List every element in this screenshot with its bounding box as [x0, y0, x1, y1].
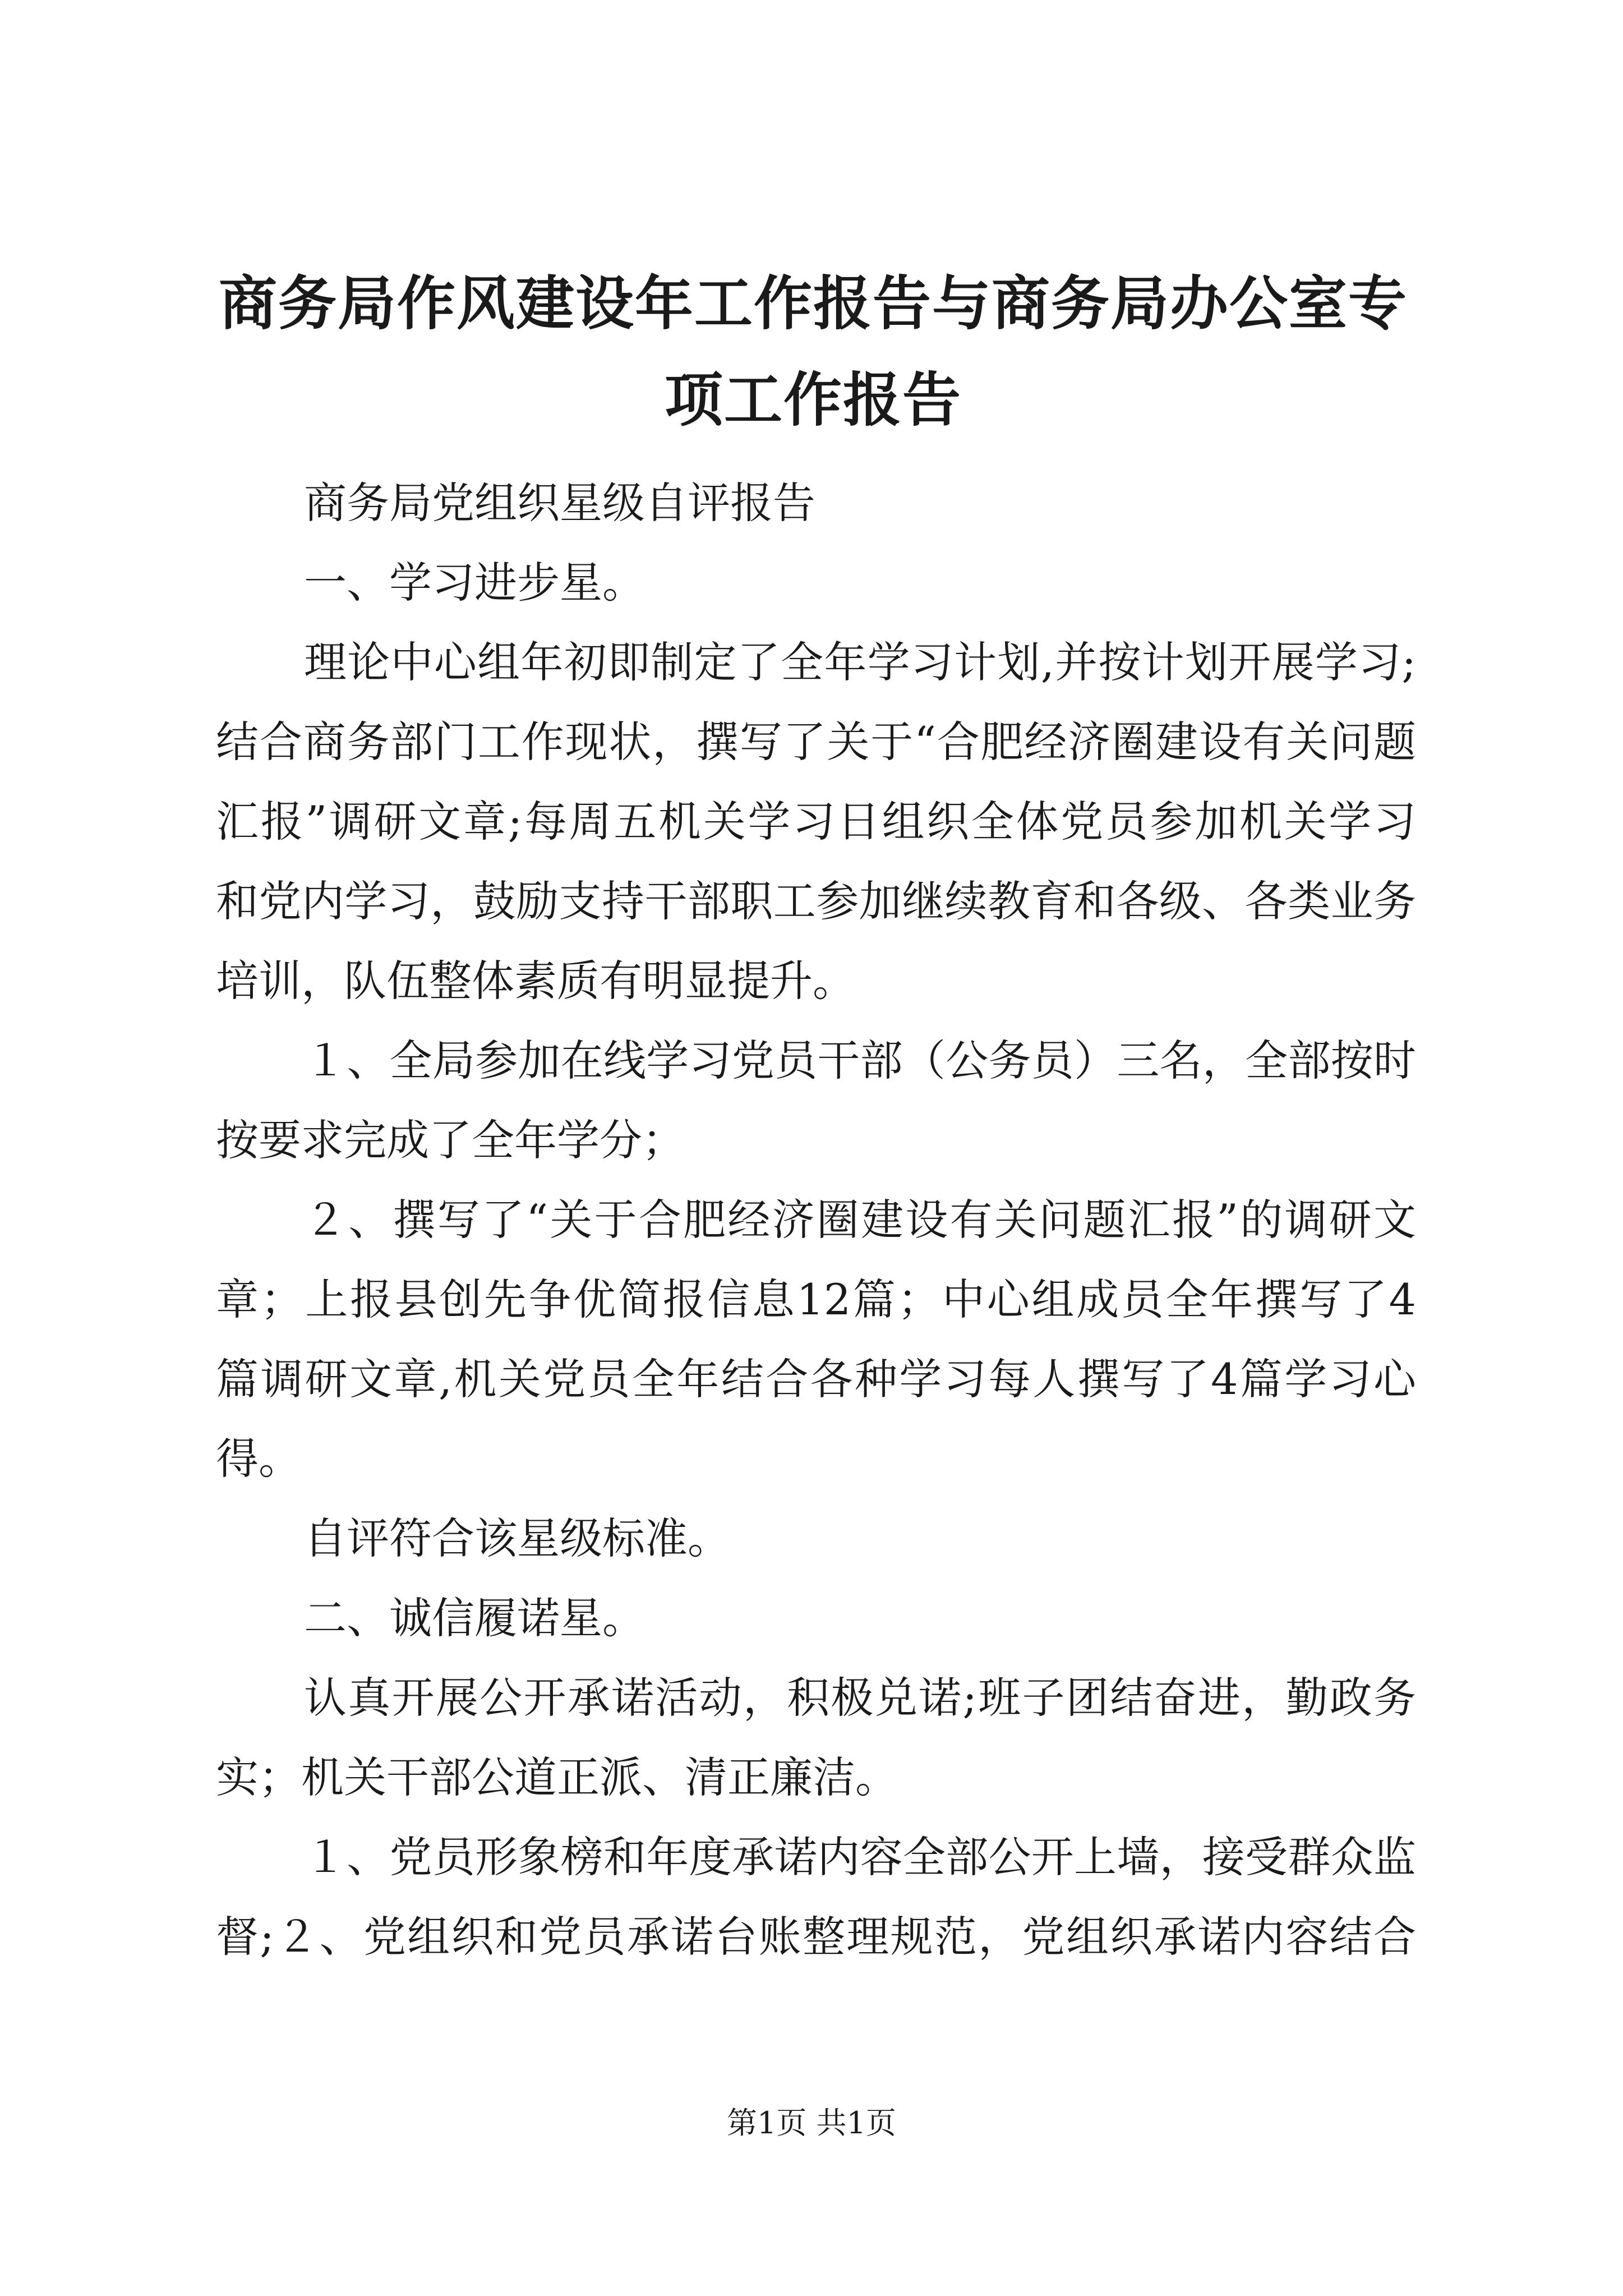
document-title: [208, 255, 1419, 448]
document-body: [216, 463, 1416, 1977]
paragraph: [216, 463, 1416, 543]
text-line: 一、学习进步星。: [304, 558, 645, 608]
paragraph: [216, 1499, 1416, 1579]
text-line: 按要求完成了全年学分；: [216, 1115, 685, 1165]
page-footer: 第1页 共1页: [727, 2105, 896, 2141]
text-line: ２、撰写了“关于合肥经济圈建设有关问题汇报”的调研文: [304, 1195, 1416, 1245]
title-line: 项工作报告: [664, 365, 962, 434]
text-line: 实；机关干部公道正派、清正廉洁。: [216, 1752, 898, 1802]
paragraph: [216, 1658, 1416, 1818]
text-line: 自评符合该星级标准。: [304, 1513, 730, 1563]
section-heading: [216, 1579, 1416, 1658]
section-heading: [216, 543, 1416, 623]
text-line: １、全局参加在线学习党员干部（公务员）三名，全部按时: [304, 1036, 1416, 1085]
paragraph: [216, 1818, 1416, 1977]
text-line: 章；上报县创先争优简报信息12篇；中心组成员全年撰写了4: [216, 1274, 1416, 1324]
text-line: 汇报”调研文章;每周五机关学习日组织全体党员参加机关学习: [216, 797, 1416, 846]
text-line: 督;２、党组织和党员承诺台账整理规范，党组织承诺内容结合: [216, 1912, 1416, 1962]
text-line: 培训，队伍整体素质有明显提升。: [216, 956, 855, 1006]
text-line: 理论中心组年初即制定了全年学习计划,并按计划开展学习;: [304, 637, 1416, 687]
text-line: 得。: [216, 1434, 301, 1484]
text-line: 认真开展公开承诺活动，积极兑诺;班子团结奋进，勤政务: [304, 1673, 1416, 1723]
text-line: 二、诚信履诺星。: [304, 1593, 645, 1643]
text-line: １、党员形象榜和年度承诺内容全部公开上墙，接受群众监: [304, 1832, 1416, 1882]
text-line: 和党内学习，鼓励支持干部职工参加继续教育和各级、各类业务: [216, 876, 1416, 926]
paragraph: [216, 1021, 1416, 1180]
paragraph: [216, 1180, 1416, 1499]
text-line: 篇调研文章,机关党员全年结合各种学习每人撰写了4篇学习心: [216, 1354, 1416, 1404]
text-line: 结合商务部门工作现状，撰写了关于“合肥经济圈建设有关问题: [216, 717, 1416, 767]
paragraph: [216, 623, 1416, 1021]
text-line: 商务局党组织星级自评报告: [304, 478, 815, 528]
title-line: 商务局作风建设年工作报告与商务局办公室专: [218, 269, 1408, 338]
